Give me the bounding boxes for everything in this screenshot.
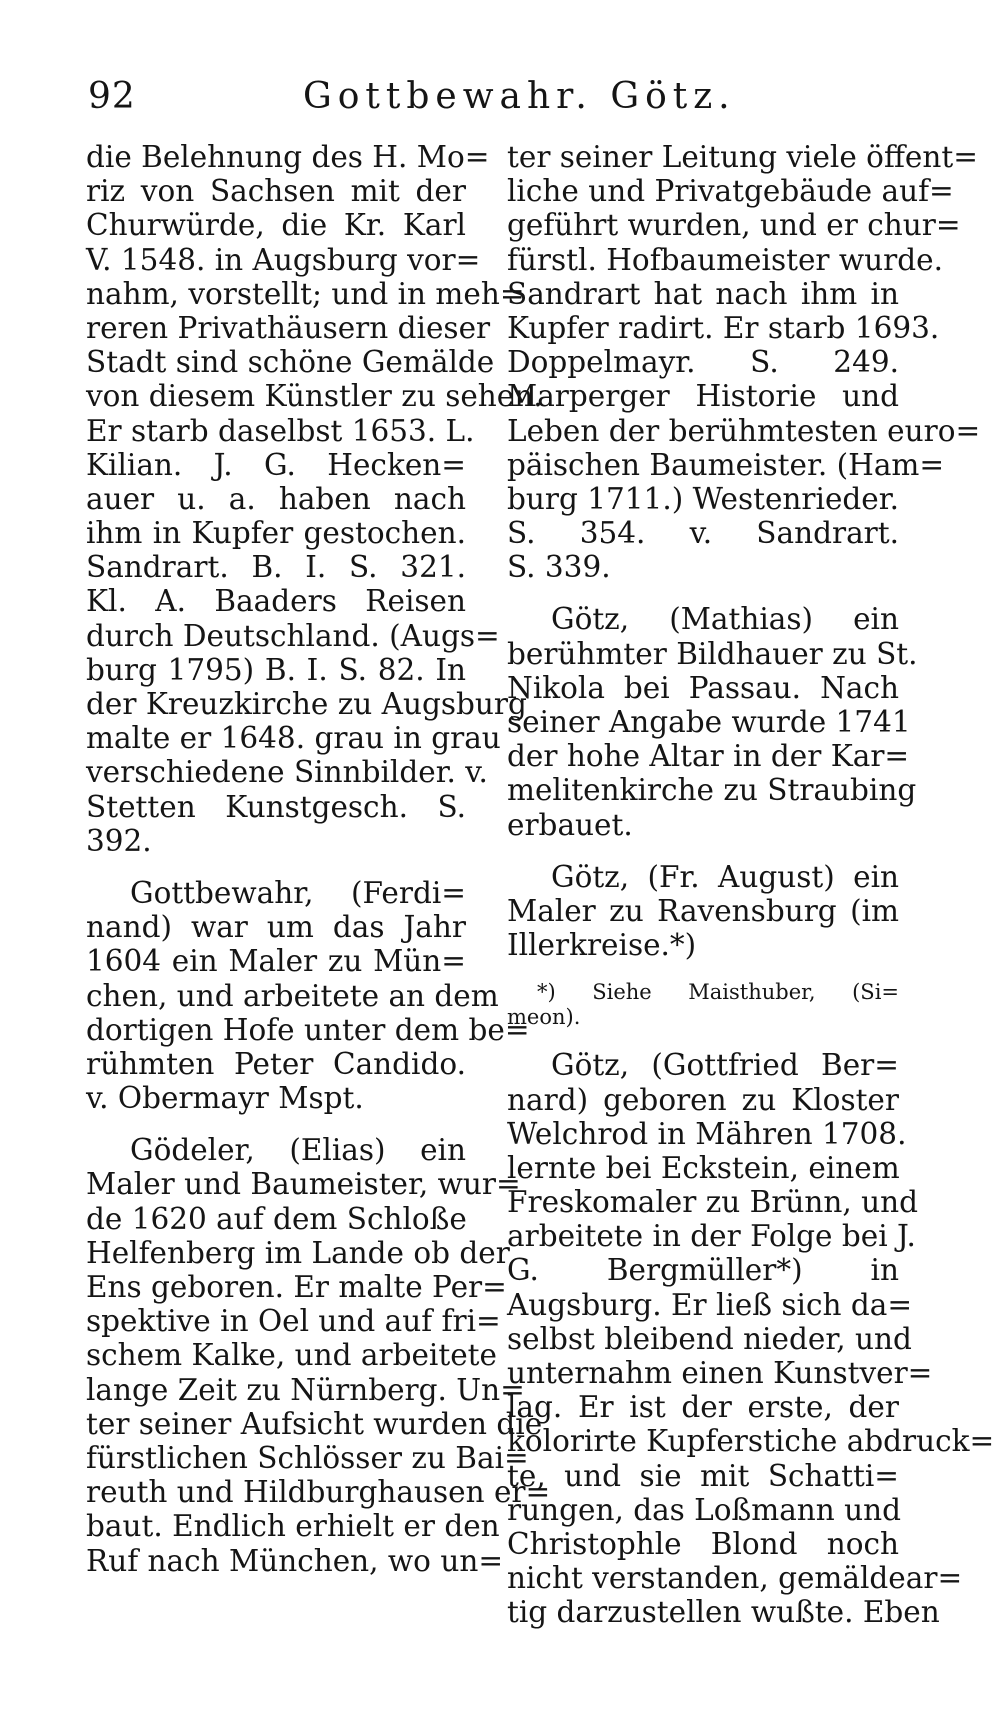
text-line: der hohe Altar in der Kar= (507, 739, 910, 774)
paragraph (507, 602, 918, 842)
text-line: arbeitete in der Folge bei J. (507, 1219, 916, 1254)
text-line: V. 1548. in Augsburg vor= (86, 242, 481, 277)
text-line: Helfenberg im Lande ob der (86, 1235, 510, 1270)
text-line: Stadt sind schöne Gemälde (86, 345, 495, 380)
text-line: meon). (507, 1005, 581, 1030)
text-line: Götz, (Fr. August) ein (551, 859, 899, 894)
text-line: Freskomaler zu Brünn, und (507, 1185, 919, 1220)
text-line: unternahm einen Kunstver= (507, 1356, 933, 1390)
paragraph (507, 1048, 995, 1630)
text-line: riz von Sachsen mit der (86, 174, 466, 209)
right-column (507, 140, 995, 1630)
text-line: Augsburg. Er ließ sich da= (507, 1287, 913, 1322)
text-line: fürstlichen Schlösser zu Bai= (86, 1440, 529, 1475)
text-line: S. 354. v. Sandrart. (507, 516, 899, 551)
paragraph (86, 875, 530, 1116)
text-line: nand) war um das Jahr (86, 910, 466, 945)
text-line: G. Bergmüller*) in (507, 1253, 899, 1288)
text-line: Götz, (Mathias) ein (551, 602, 899, 637)
text-line: rungen, das Loßmann und (507, 1492, 902, 1527)
text-line: Kl. A. Baaders Reisen (86, 584, 466, 619)
text-line: Sandrart hat nach ihm in (507, 276, 899, 311)
text-line: rühmten Peter Candido. (86, 1046, 466, 1081)
text-line: seiner Angabe wurde 1741 (507, 705, 911, 739)
text-line: Illerkreise.*) (507, 928, 697, 963)
text-line: te, und sie mit Schatti= (507, 1458, 899, 1493)
text-line: durch Deutschland. (Augs= (86, 618, 500, 653)
text-line: burg 1795) B. I. S. 82. In (86, 652, 466, 687)
text-line: baut. Endlich erhielt er den (86, 1509, 500, 1544)
text-line: ter seiner Leitung viele öffent= (507, 140, 978, 174)
page-number: 92 (88, 76, 136, 117)
text-line: Kilian. J. G. Hecken= (86, 447, 466, 482)
text-line: 1604 ein Maler zu Mün= (86, 944, 466, 979)
text-line: ihm in Kupfer gestochen. (86, 516, 466, 551)
text-line: der Kreuzkirche zu Augsburg (86, 687, 527, 721)
text-line: 392. (86, 823, 152, 858)
text-line: liche und Privatgebäude auf= (507, 174, 954, 209)
text-line: erbauet. (507, 807, 633, 842)
text-line: geführt wurden, und er chur= (507, 208, 961, 243)
text-line: Churwürde, die Kr. Karl (86, 208, 466, 243)
text-line: Welchrod in Mähren 1708. (507, 1116, 907, 1151)
text-line: reuth und Hildburghausen er= (86, 1475, 551, 1510)
text-line: spektive in Oel und auf fri= (86, 1304, 501, 1339)
text-line: die Belehnung des H. Mo= (86, 140, 490, 174)
text-line: auer u. a. haben nach (86, 481, 466, 516)
text-line: Sandrart. B. I. S. 321. (86, 550, 466, 585)
text-line: Nikola bei Passau. Nach (507, 670, 899, 705)
text-line: Marperger Historie und (507, 379, 899, 414)
paragraph (507, 860, 899, 963)
text-line: fürstl. Hofbaumeister wurde. (507, 242, 943, 277)
text-line: Maler zu Ravensburg (im (507, 893, 899, 928)
text-line: selbst bleibend nieder, und (507, 1321, 912, 1356)
text-line: kolorirte Kupferstiche abdruck= (507, 1424, 995, 1459)
text-line: melitenkirche zu Straubing (507, 773, 917, 808)
text-line: Maler und Baumeister, wur= (86, 1167, 521, 1202)
text-line: berühmter Bildhauer zu St. (507, 636, 918, 671)
text-line: lag. Er ist der erste, der (507, 1390, 899, 1425)
text-line: Gödeler, (Elias) ein (130, 1133, 466, 1168)
paragraph (86, 140, 543, 858)
text-line: lange Zeit zu Nürnberg. Un= (86, 1372, 525, 1407)
text-line: Kupfer radirt. Er starb 1693. (507, 310, 940, 345)
text-line: tig darzustellen wußte. Eben (507, 1595, 940, 1630)
text-line: S. 339. (507, 550, 611, 585)
text-line: schem Kalke, und arbeitete (86, 1338, 497, 1373)
text-line: de 1620 auf dem Schloße (86, 1201, 467, 1236)
text-line: *) Siehe Maisthuber, (Si= (537, 980, 899, 1005)
text-line: Ens geboren. Er malte Per= (86, 1270, 507, 1304)
text-line: lernte bei Eckstein, einem (507, 1150, 900, 1185)
footnote (507, 980, 899, 1030)
text-line: nicht verstanden, gemäldear= (507, 1561, 963, 1596)
text-line: burg 1711.) Westenrieder. (507, 481, 899, 516)
paragraph (86, 1133, 551, 1578)
text-line: ter seiner Aufsicht wurden die (86, 1406, 543, 1441)
text-line: Götz, (Gottfried Ber= (551, 1048, 899, 1083)
text-line: dortigen Hofe unter dem be= (86, 1012, 530, 1047)
text-line: v. Obermayr Mspt. (86, 1081, 364, 1116)
text-line: Leben der berühmtesten euro= (507, 413, 981, 448)
text-line: päischen Baumeister. (Ham= (507, 447, 945, 482)
text-line: von diesem Künstler zu sehen. (86, 379, 543, 414)
text-line: reren Privathäusern dieser (86, 310, 491, 345)
paragraph (507, 140, 981, 585)
text-line: nard) geboren zu Kloster (507, 1082, 899, 1117)
text-line: Gottbewahr, (Ferdi= (130, 875, 466, 910)
text-line: malte er 1648. grau in grau (86, 721, 501, 756)
page-header (88, 72, 830, 132)
text-line: Doppelmayr. S. 249. (507, 345, 899, 380)
text-line: Er starb daselbst 1653. L. (86, 413, 475, 448)
text-line: Christophle Blond noch (507, 1526, 899, 1561)
running-head: Gottbewahr. Götz. (303, 76, 736, 117)
text-line: verschiedene Sinnbilder. v. (86, 755, 488, 790)
text-line: chen, und arbeitete an dem (86, 978, 499, 1013)
text-line: nahm, vorstellt; und in meh= (86, 276, 525, 311)
text-line: Stetten Kunstgesch. S. (86, 789, 466, 824)
text-line: Ruf nach München, wo un= (86, 1543, 504, 1578)
